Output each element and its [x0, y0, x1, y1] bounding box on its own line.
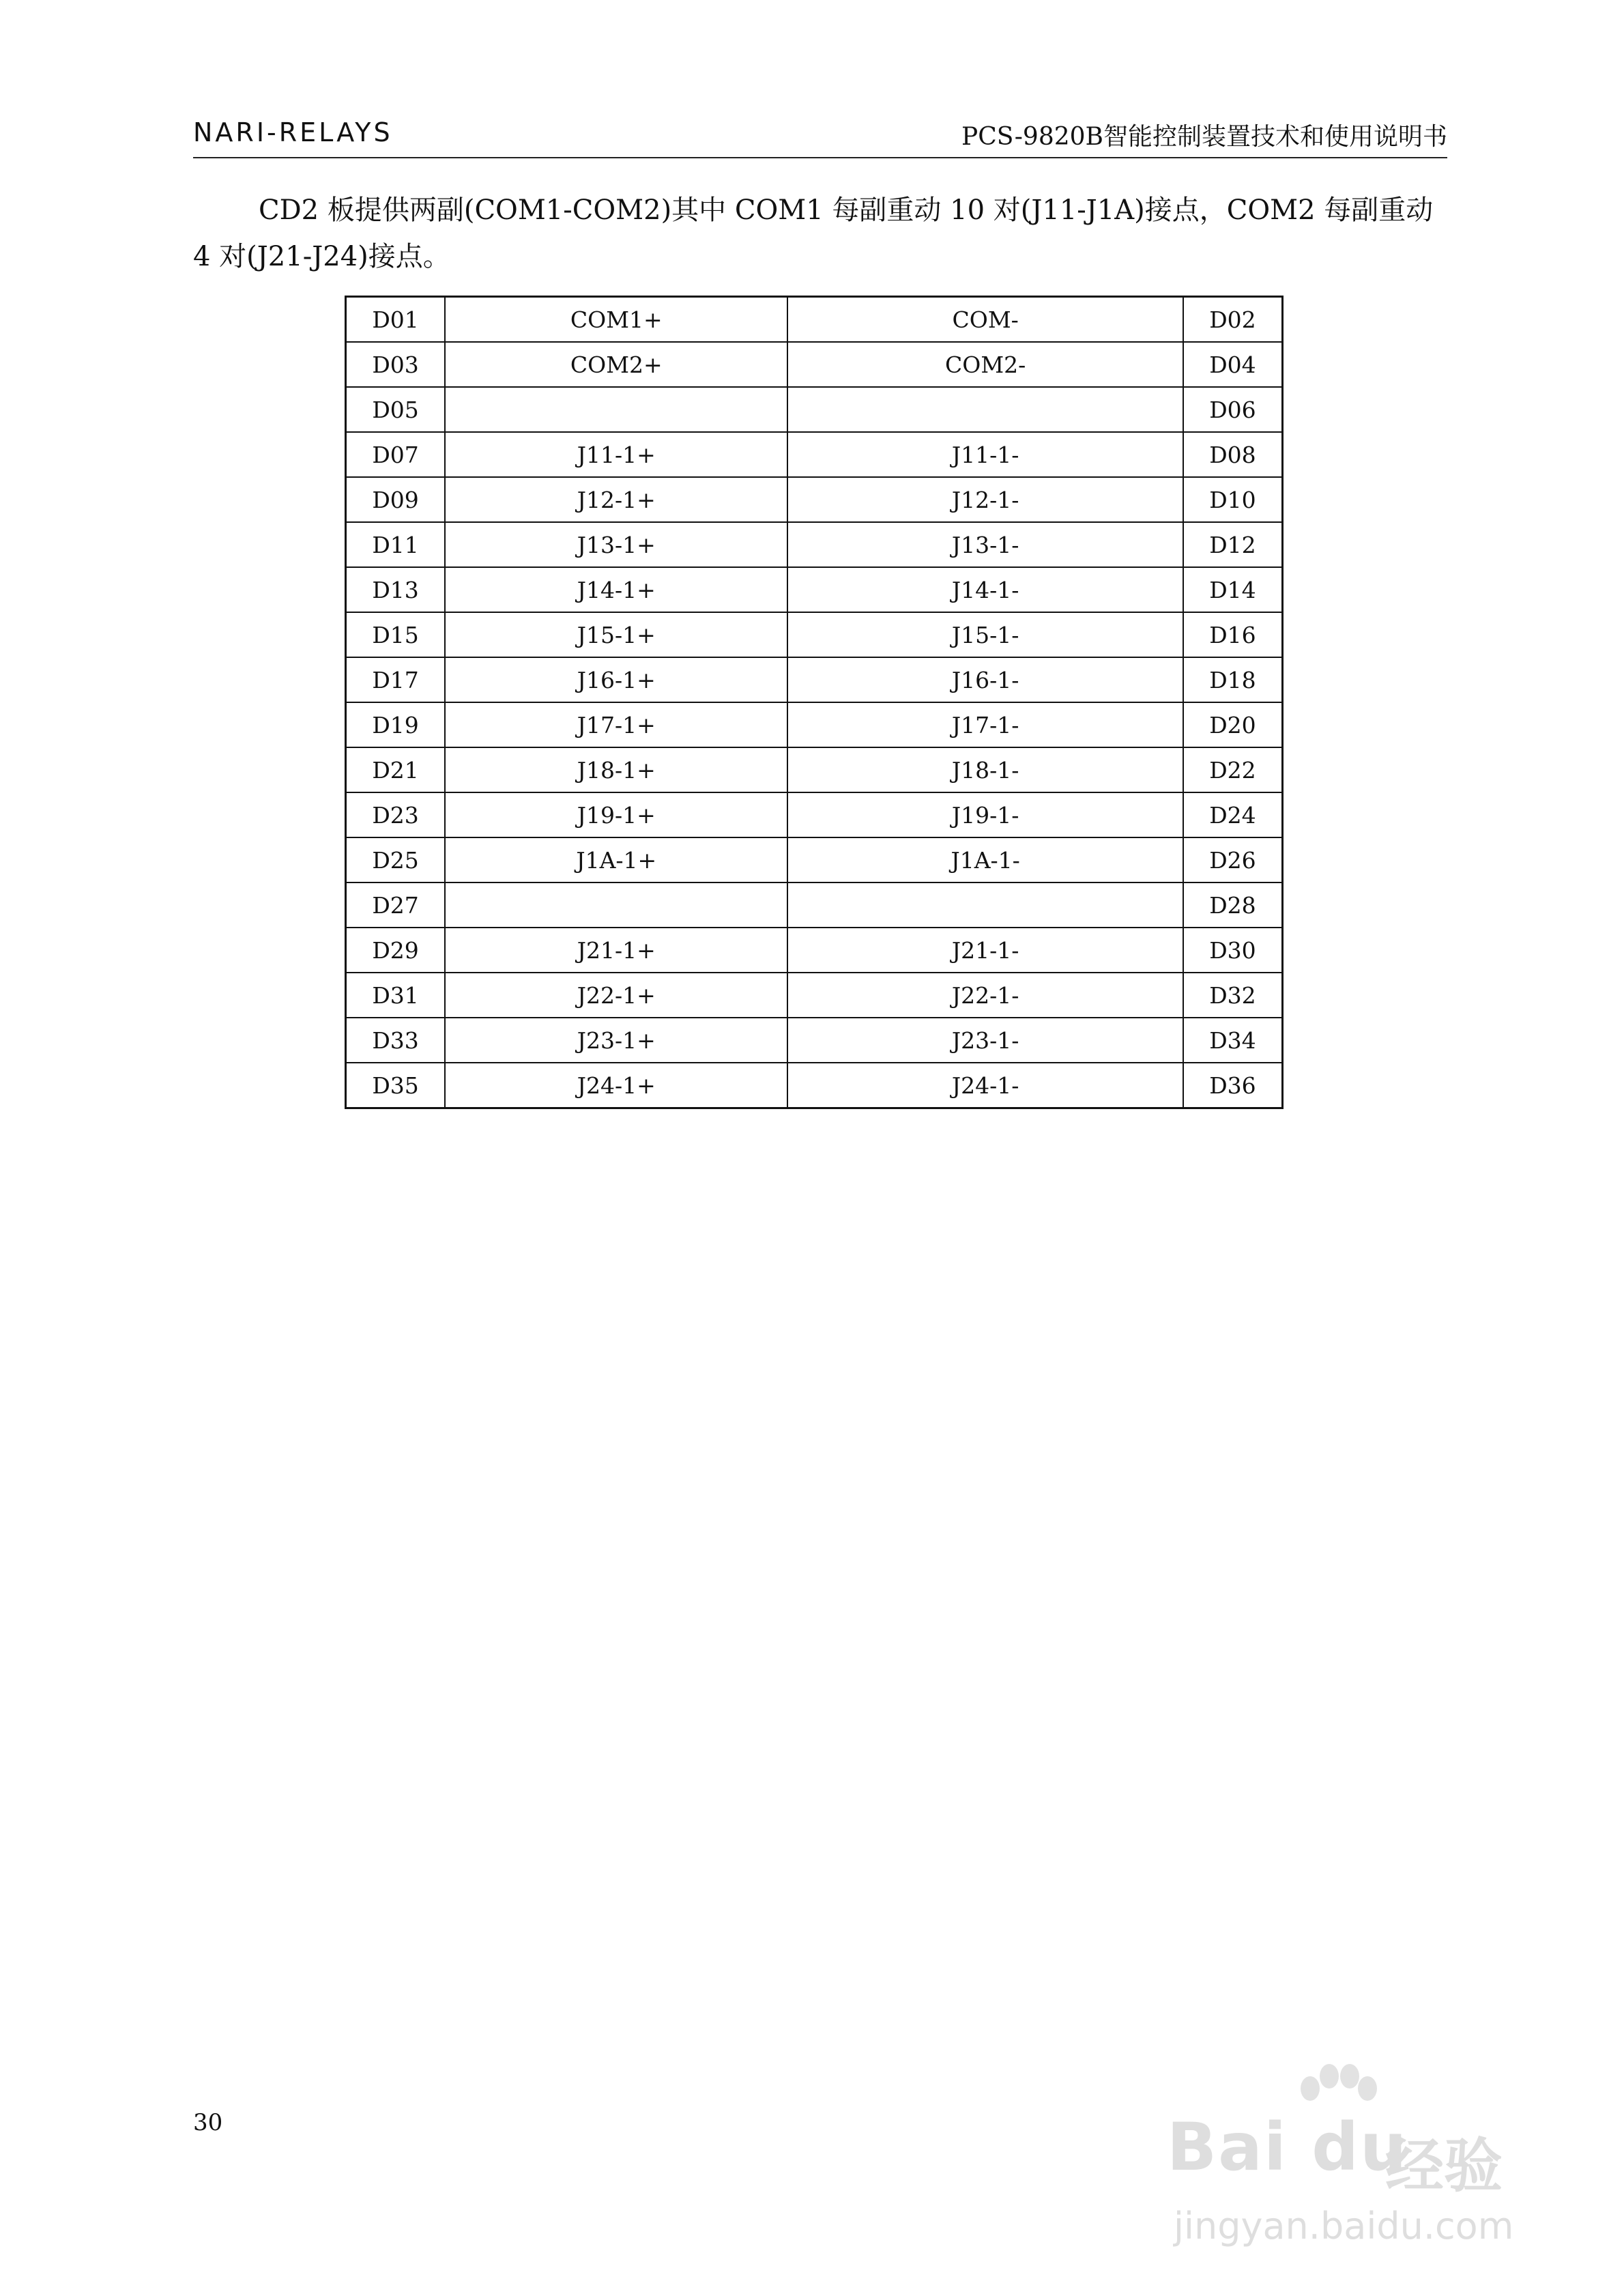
left-pin-cell: D25	[346, 837, 446, 882]
right-pin-cell: D24	[1183, 792, 1283, 837]
left-pin-cell: D27	[346, 882, 446, 928]
left-pin-cell: D23	[346, 792, 446, 837]
left-pin-cell: D19	[346, 702, 446, 747]
table-row	[346, 1018, 1283, 1063]
right-pin-cell: D34	[1183, 1018, 1283, 1063]
left-signal-cell: J17-1+	[445, 702, 787, 747]
table-row	[346, 387, 1283, 432]
left-signal-cell: COM1+	[445, 297, 787, 343]
left-pin-cell: D15	[346, 612, 446, 657]
right-pin-cell: D10	[1183, 477, 1283, 522]
right-signal-cell: J19-1-	[787, 792, 1183, 837]
table-row	[346, 973, 1283, 1018]
baidu-jingyan-watermark	[1153, 2061, 1535, 2266]
table-row	[346, 747, 1283, 792]
left-pin-cell: D35	[346, 1063, 446, 1108]
right-pin-cell: D26	[1183, 837, 1283, 882]
right-signal-cell: J21-1-	[787, 928, 1183, 973]
right-signal-cell: J16-1-	[787, 657, 1183, 702]
table-row	[346, 432, 1283, 477]
left-pin-cell: D03	[346, 342, 446, 387]
right-pin-cell: D14	[1183, 567, 1283, 612]
right-signal-cell: J23-1-	[787, 1018, 1183, 1063]
right-pin-cell: D36	[1183, 1063, 1283, 1108]
left-pin-cell: D01	[346, 297, 446, 343]
intro-paragraph: CD2 板提供两副(COM1-COM2)其中 COM1 每副重动 10 对(J11-J1A)接点，COM2 每副重动 4 对(J21-J24)接点。	[193, 195, 1434, 272]
table-row	[346, 702, 1283, 747]
table-row	[346, 837, 1283, 882]
left-pin-cell: D29	[346, 928, 446, 973]
table-row	[346, 928, 1283, 973]
left-signal-cell: J14-1+	[445, 567, 787, 612]
right-pin-cell: D04	[1183, 342, 1283, 387]
left-pin-cell: D33	[346, 1018, 446, 1063]
right-signal-cell: J24-1-	[787, 1063, 1183, 1108]
left-pin-cell: D21	[346, 747, 446, 792]
right-pin-cell: D28	[1183, 882, 1283, 928]
table-row	[346, 297, 1283, 343]
right-pin-cell: D02	[1183, 297, 1283, 343]
right-pin-cell: D08	[1183, 432, 1283, 477]
table-row	[346, 612, 1283, 657]
company-name: NARI-RELAYS	[193, 117, 393, 147]
right-signal-cell: J22-1-	[787, 973, 1183, 1018]
left-signal-cell: J24-1+	[445, 1063, 787, 1108]
page-header	[193, 115, 1447, 158]
left-signal-cell: J23-1+	[445, 1018, 787, 1063]
terminal-table	[345, 296, 1284, 1109]
left-pin-cell: D31	[346, 973, 446, 1018]
right-pin-cell: D06	[1183, 387, 1283, 432]
watermark-url: jingyan.baidu.com	[1174, 2205, 1514, 2248]
left-signal-cell: J22-1+	[445, 973, 787, 1018]
table-row	[346, 567, 1283, 612]
left-pin-cell: D09	[346, 477, 446, 522]
terminal-table-body	[346, 297, 1283, 1108]
left-signal-cell: J18-1+	[445, 747, 787, 792]
left-pin-cell: D07	[346, 432, 446, 477]
right-signal-cell	[787, 387, 1183, 432]
document-title: PCS-9820B智能控制装置技术和使用说明书	[961, 123, 1447, 151]
right-signal-cell: J15-1-	[787, 612, 1183, 657]
left-signal-cell	[445, 387, 787, 432]
right-signal-cell: J18-1-	[787, 747, 1183, 792]
right-signal-cell	[787, 882, 1183, 928]
left-signal-cell: J12-1+	[445, 477, 787, 522]
left-signal-cell: J16-1+	[445, 657, 787, 702]
right-signal-cell: J13-1-	[787, 522, 1183, 567]
left-pin-cell: D13	[346, 567, 446, 612]
left-signal-cell: J1A-1+	[445, 837, 787, 882]
right-signal-cell: J17-1-	[787, 702, 1183, 747]
left-pin-cell: D17	[346, 657, 446, 702]
table-row	[346, 342, 1283, 387]
watermark-jingyan: 经验	[1385, 2132, 1503, 2200]
watermark-brand: Bai du	[1167, 2109, 1408, 2185]
right-pin-cell: D30	[1183, 928, 1283, 973]
right-signal-cell: J14-1-	[787, 567, 1183, 612]
left-pin-cell: D05	[346, 387, 446, 432]
right-signal-cell: COM2-	[787, 342, 1183, 387]
right-pin-cell: D32	[1183, 973, 1283, 1018]
left-signal-cell	[445, 882, 787, 928]
table-row	[346, 477, 1283, 522]
table-row	[346, 882, 1283, 928]
right-signal-cell: COM-	[787, 297, 1183, 343]
right-pin-cell: D16	[1183, 612, 1283, 657]
left-signal-cell: J15-1+	[445, 612, 787, 657]
page-number: 30	[193, 2109, 223, 2136]
left-pin-cell: D11	[346, 522, 446, 567]
right-pin-cell: D12	[1183, 522, 1283, 567]
left-signal-cell: COM2+	[445, 342, 787, 387]
table-row	[346, 1063, 1283, 1108]
table-row	[346, 792, 1283, 837]
right-pin-cell: D18	[1183, 657, 1283, 702]
right-pin-cell: D20	[1183, 702, 1283, 747]
right-pin-cell: D22	[1183, 747, 1283, 792]
left-signal-cell: J13-1+	[445, 522, 787, 567]
left-signal-cell: J19-1+	[445, 792, 787, 837]
table-row	[346, 522, 1283, 567]
right-signal-cell: J12-1-	[787, 477, 1183, 522]
left-signal-cell: J11-1+	[445, 432, 787, 477]
table-row	[346, 657, 1283, 702]
right-signal-cell: J1A-1-	[787, 837, 1183, 882]
left-signal-cell: J21-1+	[445, 928, 787, 973]
right-signal-cell: J11-1-	[787, 432, 1183, 477]
